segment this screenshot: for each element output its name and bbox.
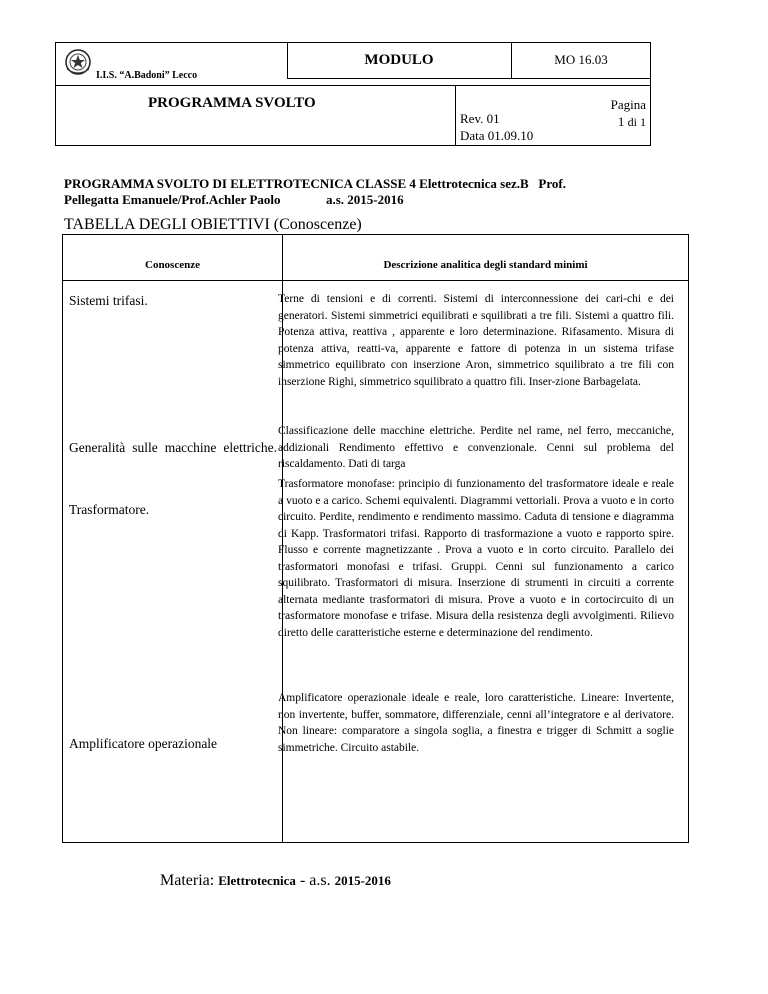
footer-label: Materia:	[160, 872, 215, 889]
document-type: PROGRAMMA SVOLTO	[148, 95, 316, 111]
revision-info	[460, 110, 533, 144]
page-label: Pagina	[610, 97, 646, 112]
column-header-description: Descrizione analitica degli standard minimi	[383, 259, 588, 271]
divider	[287, 78, 651, 79]
footer-subject	[160, 872, 391, 890]
page-total: di 1	[627, 115, 646, 129]
footer-separator: - a.s.	[295, 872, 335, 889]
column-header-knowledge: Conoscenze	[145, 259, 200, 271]
document-header	[55, 42, 651, 146]
objectives-table	[62, 234, 689, 843]
program-title-line2: Pellegatta Emanuele/Prof.Achler Paolo a.s. 2015-2016	[64, 192, 404, 207]
divider	[455, 85, 456, 146]
school-name: I.I.S. “A.Badoni” Lecco	[96, 70, 198, 81]
description-op-amp: Amplificatore operazionale ideale e reale, loro caratteristiche. Lineare: Invertente, non invertente, buffer, sommatore, differenziale, cenni all’integratore e al derivatore. Non lineare: comparatore a singola soglia, a finestra e trigger di Schmitt a soglie simmetriche. Circuito astabile.	[278, 692, 674, 754]
revision: Rev. 01	[460, 111, 500, 126]
topic-electric-machines	[69, 439, 277, 456]
footer-subject-name: Elettrotecnica	[218, 873, 296, 888]
topic-electric-machines-text: Generalità sulle macchine elettriche.	[69, 440, 277, 455]
form-code: MO 16.03	[554, 52, 608, 67]
description-electric-machines: Classificazione delle macchine elettriche. Perdite nel rame, nel ferro, meccaniche, addizionali Rendimento effettivo e convenzionale. Cenni sul problema del riscaldamento. Dati di targa	[278, 425, 674, 470]
form-label: MODULO	[364, 52, 434, 68]
program-title	[64, 176, 704, 208]
topic-op-amp: Amplificatore operazionale	[69, 736, 218, 751]
description-transformer: Trasformatore monofase: principio di funzionamento del trasformatore ideale e reale a vuoto e a carico. Schemi equivalenti. Diagrammi vettoriali. Prova a vuoto e in corto circuito. Perdite, rendimento e rendimento massimo. Caduta di tensione e diagramma di Kapp. Trasformatori trifasi. Rapporto di trasformazione a vuoto e rapporto spire. Flusso e corrente magnetizzante . Prova a vuoto e in corto circuito. Parallelo dei trasformatori monofasi e trifasi. Gruppi. Cenni sul funzionamento a carico squilibrato. Trasformatori di misura. Inserzione di strumenti in circuiti a corrente alternata mediante trasformatori di misura. Prove a vuoto e in cortocircuito di un trasformatore monofase e trifase. Misura della resistenza degli avvolgimenti. Rilievo diretto delle caratteristiche esterne e determinazione del rendimento.	[278, 478, 674, 639]
page-number: 1	[617, 114, 625, 129]
description-three-phase: Terne di tensioni e di correnti. Sistemi di interconnessione dei cari-chi e dei generatori. Sistemi simmetrici equilibrati e squilibrati a tre fili. Sistemi a quattro fili. Potenza attiva, reattiva , apparente e loro determinazione. Rifasamento. Misura di potenza attiva, reatti-va, apparente e fattore di potenza in un sistema trifase simmetrico equilibrato con inserzione Aron, simmetrico squilibrato a tre fili con inserzione Righi, simmetrico squilibrato a quattro fili. Inser-zione Barbagelata.	[278, 293, 674, 388]
table-title: TABELLA DEGLI OBIETTIVI (Conoscenze)	[64, 216, 362, 233]
italian-republic-emblem-icon	[64, 47, 92, 77]
footer-year: 2015-2016	[334, 873, 391, 888]
header-divider	[63, 280, 688, 281]
topic-transformer: Trasformatore.	[69, 502, 150, 517]
divider	[56, 85, 651, 86]
topic-three-phase: Sistemi trifasi.	[69, 293, 148, 308]
revision-date: Data 01.09.10	[460, 128, 534, 143]
page-info	[596, 96, 646, 131]
program-title-line1: PROGRAMMA SVOLTO DI ELETTROTECNICA CLASSE 4 Elettrotecnica sez.B Prof.	[64, 176, 566, 191]
